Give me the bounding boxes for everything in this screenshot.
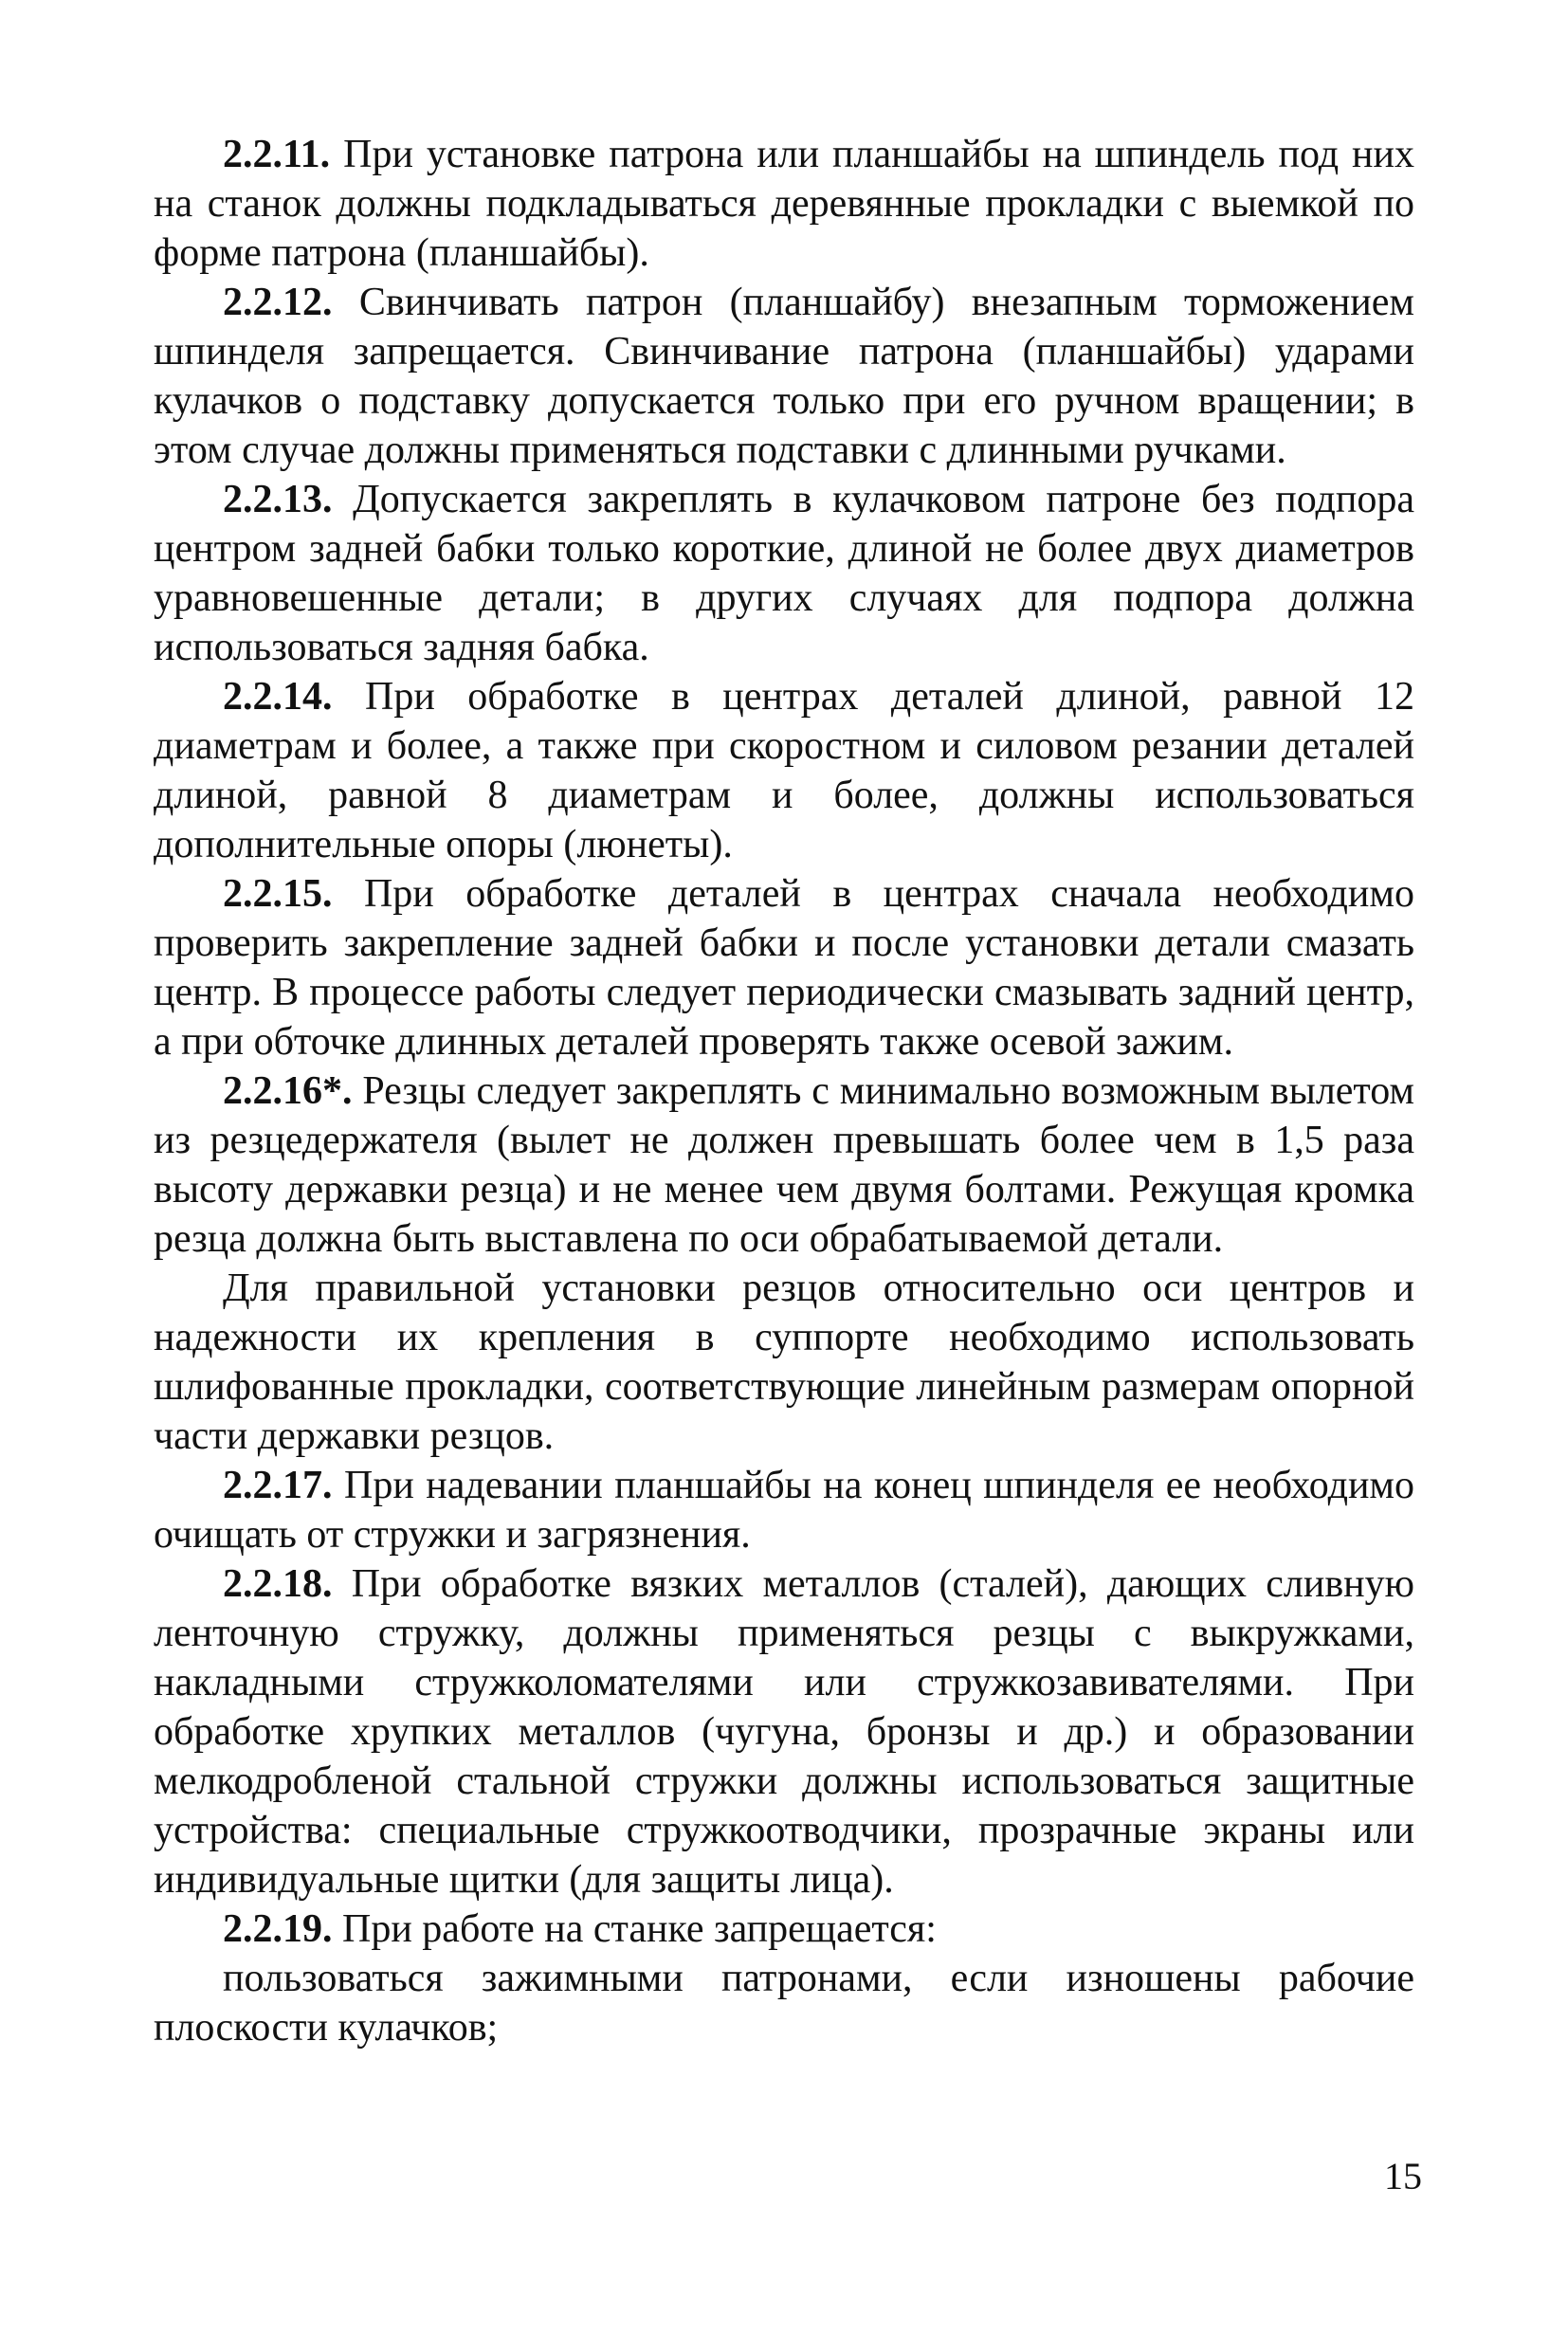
paragraph-text: пользоваться зажимными патронами, если изношены рабочие плоскости кулачков; bbox=[154, 1957, 1414, 2050]
paragraph-2-2-16 bbox=[154, 1066, 1414, 1264]
paragraph-text: Резцы следует закреплять с минимально возможным вылетом из резцедержателя (вылет не должен превышать более чем в 1,5 раза высоту державки резца) и не менее чем двумя болтами. Режущая кромка резца должна быть выставлена по оси обрабатываемой детали. bbox=[154, 1069, 1415, 1261]
paragraph-2-2-15 bbox=[154, 869, 1414, 1066]
clause-number: 2.2.13. bbox=[223, 478, 333, 521]
clause-number: 2.2.16*. bbox=[223, 1069, 353, 1113]
paragraph-2-2-13 bbox=[154, 475, 1414, 672]
paragraph-2-2-12 bbox=[154, 278, 1414, 475]
paragraph-text: Свинчивать патрон (планшайбу) внезапным торможением шпинделя запрещается. Свинчивание патрона (планшайбы) ударами кулачков о подставку допускается только при его ручном вращении; в этом случае должны применяться подставки с длинными ручками. bbox=[154, 281, 1414, 472]
paragraph-2-2-14 bbox=[154, 672, 1414, 869]
clause-number: 2.2.12. bbox=[223, 281, 333, 324]
paragraph-text: При обработке вязких металлов (сталей), дающих сливную ленточную стружку, должны применяться резцы с выкружками, накладными стружколомателями или стружкозавивателями. При обработке хрупких металлов (чугуна, бронзы и др.) и образовании мелкодробленой стальной стружки должны использоваться защитные устройства: специальные стружкоотводчики, прозрачные экраны или индивидуальные щитки (для защиты лица). bbox=[154, 1562, 1415, 1902]
paragraph-2-2-11 bbox=[154, 130, 1414, 278]
clause-number: 2.2.18. bbox=[223, 1562, 333, 1606]
paragraph-text: При установке патрона или планшайбы на шпиндель под них на станок должны подкладываться деревянные прокладки с выемкой по форме патрона (планшайбы). bbox=[154, 133, 1414, 275]
paragraph-2-2-19 bbox=[154, 1904, 1414, 1954]
clause-number: 2.2.15. bbox=[223, 872, 333, 916]
paragraph-text: При надевании планшайбы на конец шпинделя ее необходимо очищать от стружки и загрязнения. bbox=[154, 1464, 1415, 1557]
page-number: 15 bbox=[1384, 2155, 1422, 2197]
clause-number: 2.2.17. bbox=[223, 1464, 333, 1507]
paragraph-text: Для правильной установки резцов относительно оси центров и надежности их крепления в суппорте необходимо использовать шлифованные прокладки, соответствующие линейным размерам опорной части державки резцов. bbox=[154, 1267, 1414, 1458]
clause-number: 2.2.14. bbox=[223, 675, 333, 719]
paragraph-text: При работе на станке запрещается: bbox=[342, 1907, 937, 1951]
list-item-worn-chucks bbox=[154, 1954, 1414, 2052]
paragraph-text: При обработке в центрах деталей длиной, равной 12 диаметрам и более, а также при скоростном и силовом резании деталей длиной, равной 8 диаметрам и более, должны использоваться дополнительные опоры (люнеты). bbox=[154, 675, 1415, 866]
paragraph-text: При обработке деталей в центрах сначала необходимо проверить закрепление задней бабки и после установки детали смазать центр. В процессе работы следует периодически смазывать задний центр, а при обточке длинных деталей проверять также осевой зажим. bbox=[154, 872, 1414, 1064]
paragraph-text: Допускается закреплять в кулачковом патроне без подпора центром задней бабки только короткие, длиной не более двух диаметров уравновешенные детали; в других случаях для подпора должна использоваться задняя бабка. bbox=[154, 478, 1415, 669]
clause-number: 2.2.19. bbox=[223, 1907, 333, 1951]
paragraph-2-2-17 bbox=[154, 1461, 1414, 1559]
paragraph-2-2-16-continued bbox=[154, 1264, 1414, 1461]
page-text bbox=[154, 130, 1414, 2052]
clause-number: 2.2.11. bbox=[223, 133, 331, 176]
paragraph-2-2-18 bbox=[154, 1559, 1414, 1904]
